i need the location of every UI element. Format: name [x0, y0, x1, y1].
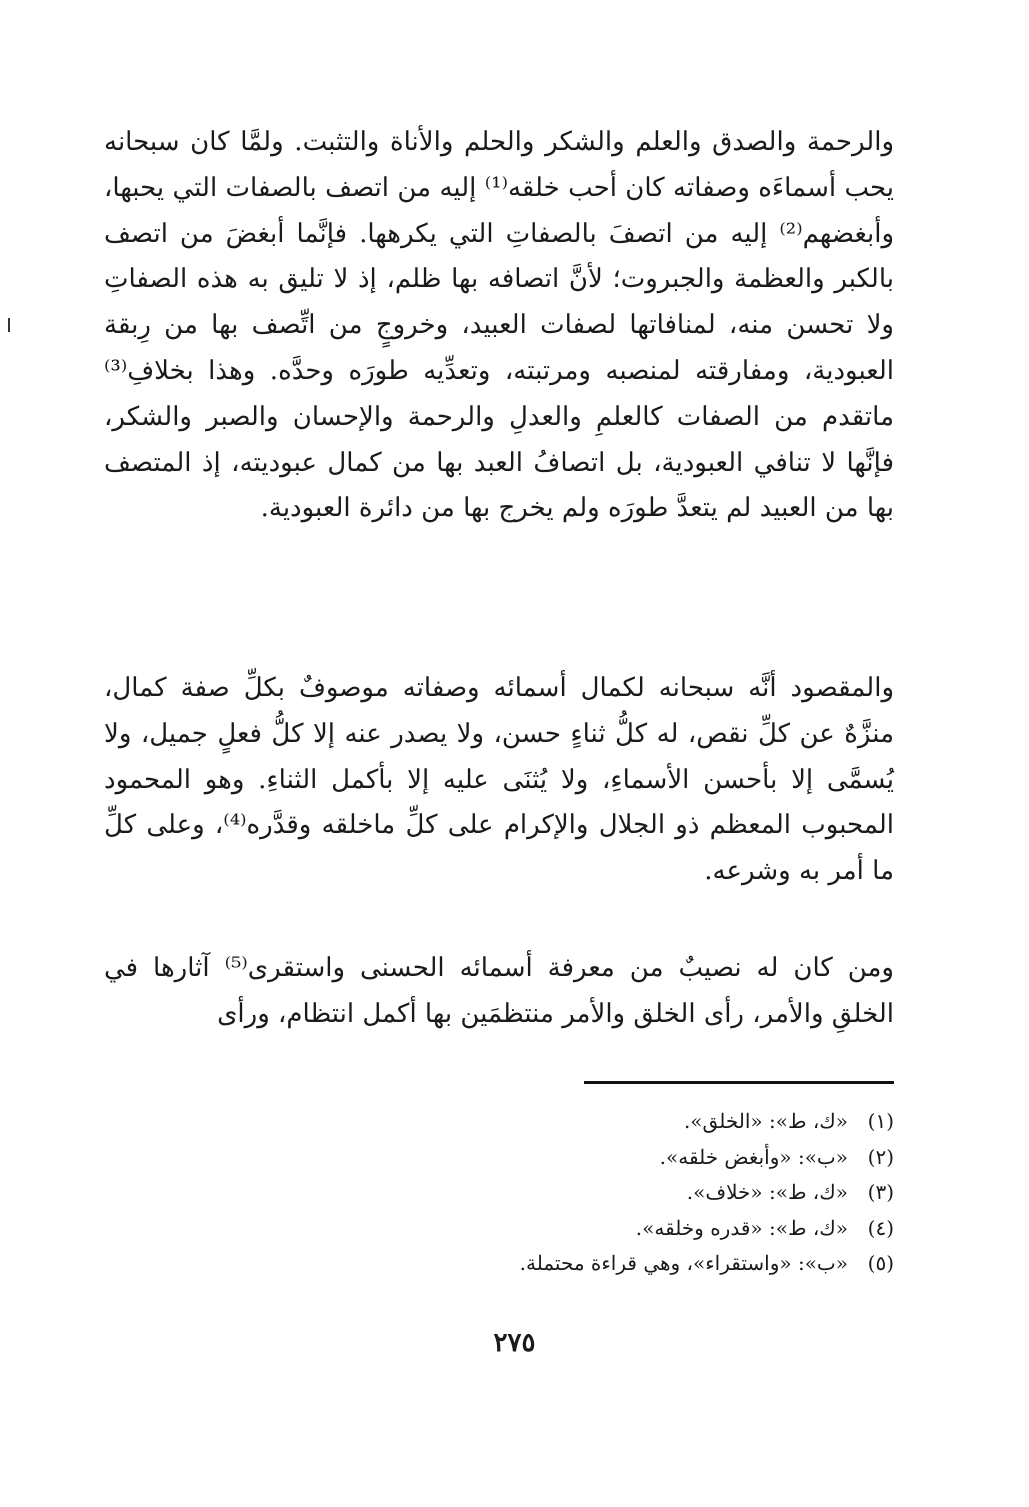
footnote-number: (٣) [867, 1180, 894, 1205]
footnote-number: (٥) [867, 1251, 894, 1276]
footnote-number: (٢) [867, 1144, 894, 1169]
footnote-text: «ك، ط»: «الخلق». [683, 1109, 848, 1133]
footnote-5 [194, 1246, 894, 1282]
footnote-text: «ك، ط»: «قدره وخلقه». [635, 1215, 848, 1240]
paragraph-3: ومن كان له نصيبٌ من معرفة أسمائه الحسنى واستقرى⁽⁵⁾ آثارها في الخلقِ والأمر، رأى الخلق والأمر منتظمَين بها أكمل انتظام، ورأى [104, 953, 894, 1029]
footnote-text: «ك، ط»: «خلاف». [686, 1180, 848, 1205]
footnote-number: (٤) [867, 1215, 894, 1240]
footnote-4 [194, 1211, 894, 1247]
footnote-2 [194, 1140, 894, 1176]
scan-margin-mark [8, 318, 10, 332]
footnote-separator-rule [584, 1081, 894, 1084]
footnote-number: (١) [867, 1109, 894, 1133]
paragraph-1: والرحمة والصدق والعلم والشكر والحلم والأناة والتثبت. ولمَّا كان سبحانه يحب أسماءَه وصفاته كان أحب خلقه⁽¹⁾ إليه من اتصف بالصفات التي يحبها، وأبغضهم⁽²⁾ إليه من اتصفَ بالصفاتِ التي يكرهها. فإنَّما أبغضَ من اتصف بالكبر والعظمة والجبروت؛ لأنَّ اتصافه بها ظلم، إذ لا تليق به هذه الصفاتِ ولا تحسن منه، لمنافاتها لصفات العبيد، وخروجٍ من اتِّصف بها من رِبقة العبودية، ومفارقته لمنصبه ومرتبته، وتعدِّيه طورَه وحدَّه. وهذا بخلافِ⁽³⁾ ماتقدم من الصفات كالعلمِ والعدلِ والرحمة والإحسان والصبر والشكر، فإنَّها لا تنافي العبودية، بل اتصافُ العبد بها من كمال عبوديته، إذ المتصف بها من العبيد لم يتعدَّ طورَه ولم يخرج بها من دائرة العبودية. [104, 127, 895, 524]
footnote-1 [194, 1104, 894, 1140]
footnote-text: «ب»: «واستقراء»، وهي قراءة محتملة. [519, 1251, 848, 1276]
footnotes-list [194, 1104, 894, 1282]
footnote-3 [194, 1175, 894, 1211]
page-number: ٢٧٥ [493, 1328, 536, 1358]
footnote-text: «ب»: «وأبغض خلقه». [659, 1144, 848, 1169]
paragraph-2: والمقصود أنَّه سبحانه لكمال أسمائه وصفاته موصوفٌ بكلِّ صفة كمال، منزَّهٌ عن كلِّ نقص، له كلُّ ثناءٍ حسن، ولا يصدر عنه إلا كلُّ فعلٍ جميل، ولا يُسمَّى إلا بأحسن الأسماءِ، ولا يُثنَى عليه إلا بأكمل الثناءِ. وهو المحمود المحبوب المعظم ذو الجلال والإكرام على كلِّ ماخلقه وقدَّره⁽⁴⁾، وعلى كلِّ ما أمر به وشرعه. [104, 673, 894, 887]
